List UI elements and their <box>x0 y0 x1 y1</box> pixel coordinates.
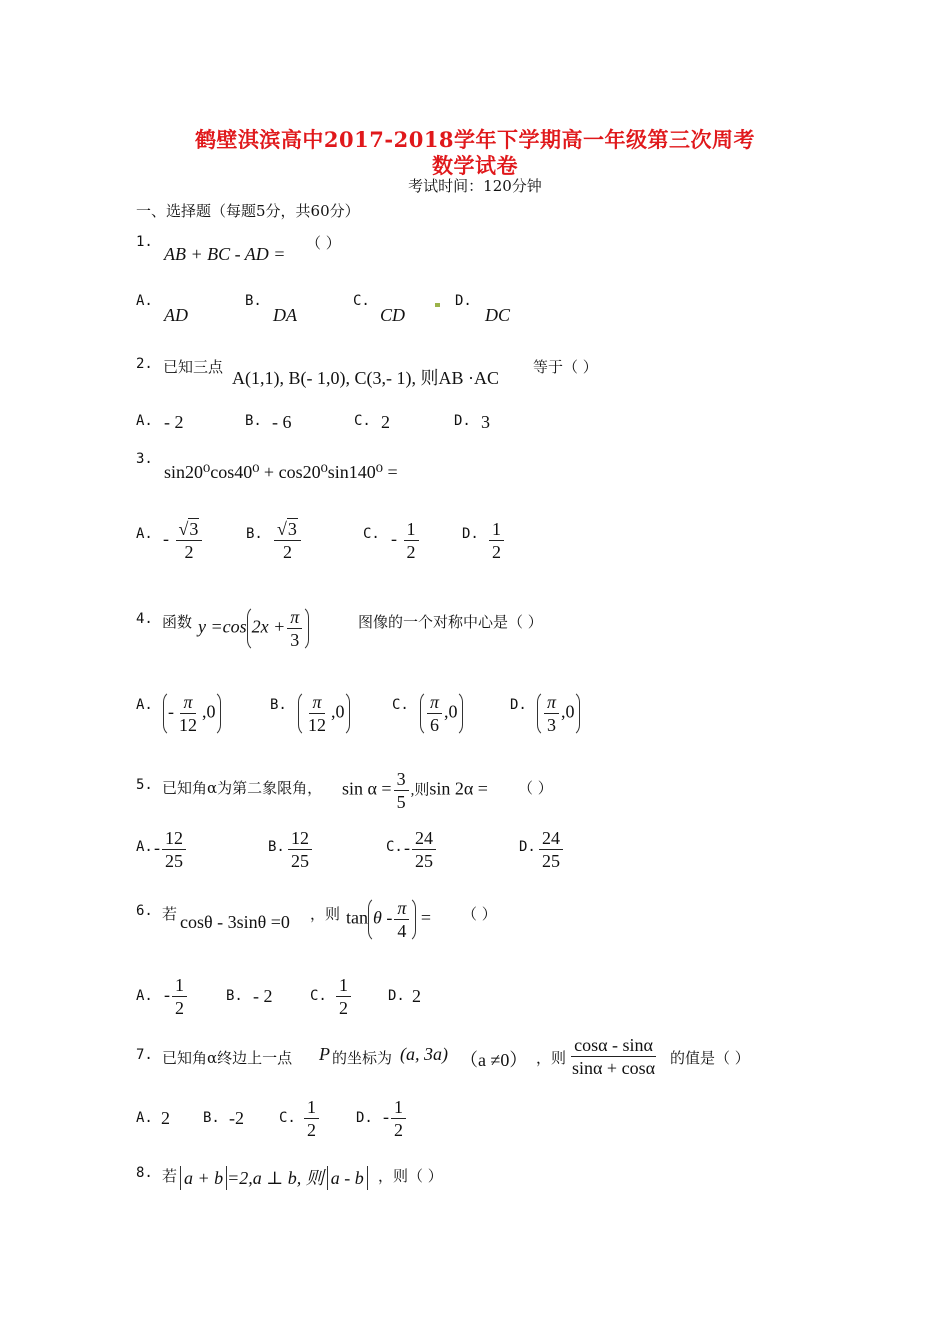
exam-subject: 数学试卷 <box>432 153 518 178</box>
option-b-value: - 2 <box>253 986 273 1006</box>
option-c-label: C. <box>354 413 371 429</box>
exam-title: 鹤壁淇滨高中2017-2018学年下学期高一年级第三次周考 <box>194 127 756 152</box>
question-number: 1. <box>136 234 153 250</box>
question-condition: cosθ - 3sinθ =0 <box>180 912 290 932</box>
option-c-value: CD <box>380 305 406 325</box>
option-a-label: A. <box>136 413 153 429</box>
question-number: 3. <box>136 451 153 467</box>
option-b-value: $\frac{12}{25}$ <box>286 827 314 872</box>
option-d-label: D. <box>455 293 472 309</box>
option-d-value: $\frac{\pi}{3}$ ,0 <box>537 690 580 737</box>
option-d-label: D. <box>519 839 536 855</box>
option-b-label: B. <box>245 413 262 429</box>
option-d-value: DC <box>485 305 511 325</box>
option-c-label: C. <box>392 697 409 713</box>
option-d-label: D. <box>454 413 471 429</box>
question-expression: tan θ - $\frac{\pi}{4}$ = <box>346 898 432 941</box>
option-c-label: C. <box>353 293 370 309</box>
option-b-value: $\frac{√3}{2}$ <box>272 518 303 563</box>
question-expression: A(1,1), B(- 1,0), C(3,- 1), 则AB ·AC <box>232 368 499 388</box>
question-expression: $\frac{\cos\alpha - \sin\alpha}{\sin\alpha + \cos\alpha}$ <box>572 1035 656 1078</box>
option-c-value: $\frac{\pi}{6}$ ,0 <box>420 690 463 737</box>
question-number: 7. <box>136 1047 153 1063</box>
option-d-label: D. <box>510 697 527 713</box>
question-text: 已知角α终边上一点 <box>162 1049 293 1067</box>
option-a-label: A. <box>136 988 153 1004</box>
question-number: 6. <box>136 903 153 919</box>
option-c-label: C. <box>386 839 403 855</box>
question-text: 已知三点 <box>163 358 224 376</box>
point-p: P <box>319 1044 330 1064</box>
question-then: ，则 <box>310 905 341 923</box>
option-a-label: A. <box>136 526 153 542</box>
option-b-value: -2 <box>229 1108 244 1128</box>
answer-blank: （ ） <box>306 234 341 252</box>
question-number: 8. <box>136 1165 153 1181</box>
option-b-value: $\frac{\pi}{12}$ ,0 <box>298 690 350 737</box>
question-then: ，则 <box>536 1049 567 1067</box>
question-text: 若 <box>162 1167 178 1185</box>
option-a-label: A. <box>136 1110 153 1126</box>
question-text: 函数 <box>162 613 193 631</box>
option-a-value: 2 <box>161 1108 170 1128</box>
option-a-value: - $\frac{√3}{2}$ <box>163 518 204 563</box>
question-expression: a + b =2,a ⊥ b, 则 a - b <box>180 1164 368 1190</box>
question-tail: 的值是（ ） <box>670 1049 750 1067</box>
option-a-label: A. <box>136 697 153 713</box>
option-a-value: - $\frac{\pi}{12}$ ,0 <box>163 690 221 737</box>
option-a-label: A. <box>136 839 153 855</box>
question-text-2: 的坐标为 <box>332 1049 393 1067</box>
option-c-value: $\frac{1}{2}$ <box>302 1096 321 1141</box>
question-tail: 图像的一个对称中心是（ ） <box>358 613 543 631</box>
section-heading: 一、选择题（每题5分，共60分） <box>136 202 360 220</box>
option-d-value: $\frac{24}{25}$ <box>537 827 565 872</box>
option-c-value: - $\frac{24}{25}$ <box>404 827 438 872</box>
option-b-value: - 6 <box>272 412 292 432</box>
point-coordinates: (a, 3a) <box>400 1044 448 1064</box>
option-b-label: B. <box>268 839 285 855</box>
option-d-label: D. <box>462 526 479 542</box>
question-number: 4. <box>136 611 153 627</box>
option-b-label: B. <box>270 697 287 713</box>
option-d-label: D. <box>388 988 405 1004</box>
question-tail: 等于（ ） <box>533 358 598 376</box>
option-a-value: - $\frac{1}{2}$ <box>164 974 189 1019</box>
question-expression: y =cos 2x + $\frac{\pi}{3}$ <box>198 605 309 652</box>
question-number: 2. <box>136 356 153 372</box>
option-c-label: C. <box>279 1110 296 1126</box>
option-d-value: 2 <box>412 986 421 1006</box>
option-a-value: - $\frac{12}{25}$ <box>154 827 188 872</box>
option-c-value: - $\frac{1}{2}$ <box>391 518 421 563</box>
option-c-label: C. <box>310 988 327 1004</box>
question-expression: AB + BC - AD = <box>164 244 286 264</box>
scan-mark <box>435 303 440 307</box>
question-tail: ，则（ ） <box>378 1167 443 1185</box>
option-a-value: AD <box>164 305 188 325</box>
question-expression: sin α = $\frac{3}{5}$ ,则sin 2α = <box>342 769 488 812</box>
answer-blank: （ ） <box>462 905 497 923</box>
question-text: 已知角α为第二象限角， <box>162 779 323 797</box>
question-condition: （a ≠0） <box>460 1050 528 1070</box>
option-c-label: C. <box>363 526 380 542</box>
answer-blank: （ ） <box>518 779 553 797</box>
option-b-value: DA <box>273 305 297 325</box>
question-number: 5. <box>136 777 153 793</box>
option-b-label: B. <box>245 293 262 309</box>
option-d-value: $\frac{1}{2}$ <box>487 518 506 563</box>
option-d-label: D. <box>356 1110 373 1126</box>
question-expression: sin20⁰cos40⁰ + cos20⁰sin140⁰ = <box>164 462 398 482</box>
option-c-value: 2 <box>381 412 390 432</box>
exam-time: 考试时间：120分钟 <box>408 177 542 195</box>
option-a-label: A. <box>136 293 153 309</box>
option-b-label: B. <box>203 1110 220 1126</box>
option-b-label: B. <box>246 526 263 542</box>
option-d-value: - $\frac{1}{2}$ <box>383 1096 408 1141</box>
option-a-value: - 2 <box>164 412 184 432</box>
question-text: 若 <box>162 905 178 923</box>
option-d-value: 3 <box>481 412 490 432</box>
option-b-label: B. <box>226 988 243 1004</box>
option-c-value: $\frac{1}{2}$ <box>334 974 353 1019</box>
